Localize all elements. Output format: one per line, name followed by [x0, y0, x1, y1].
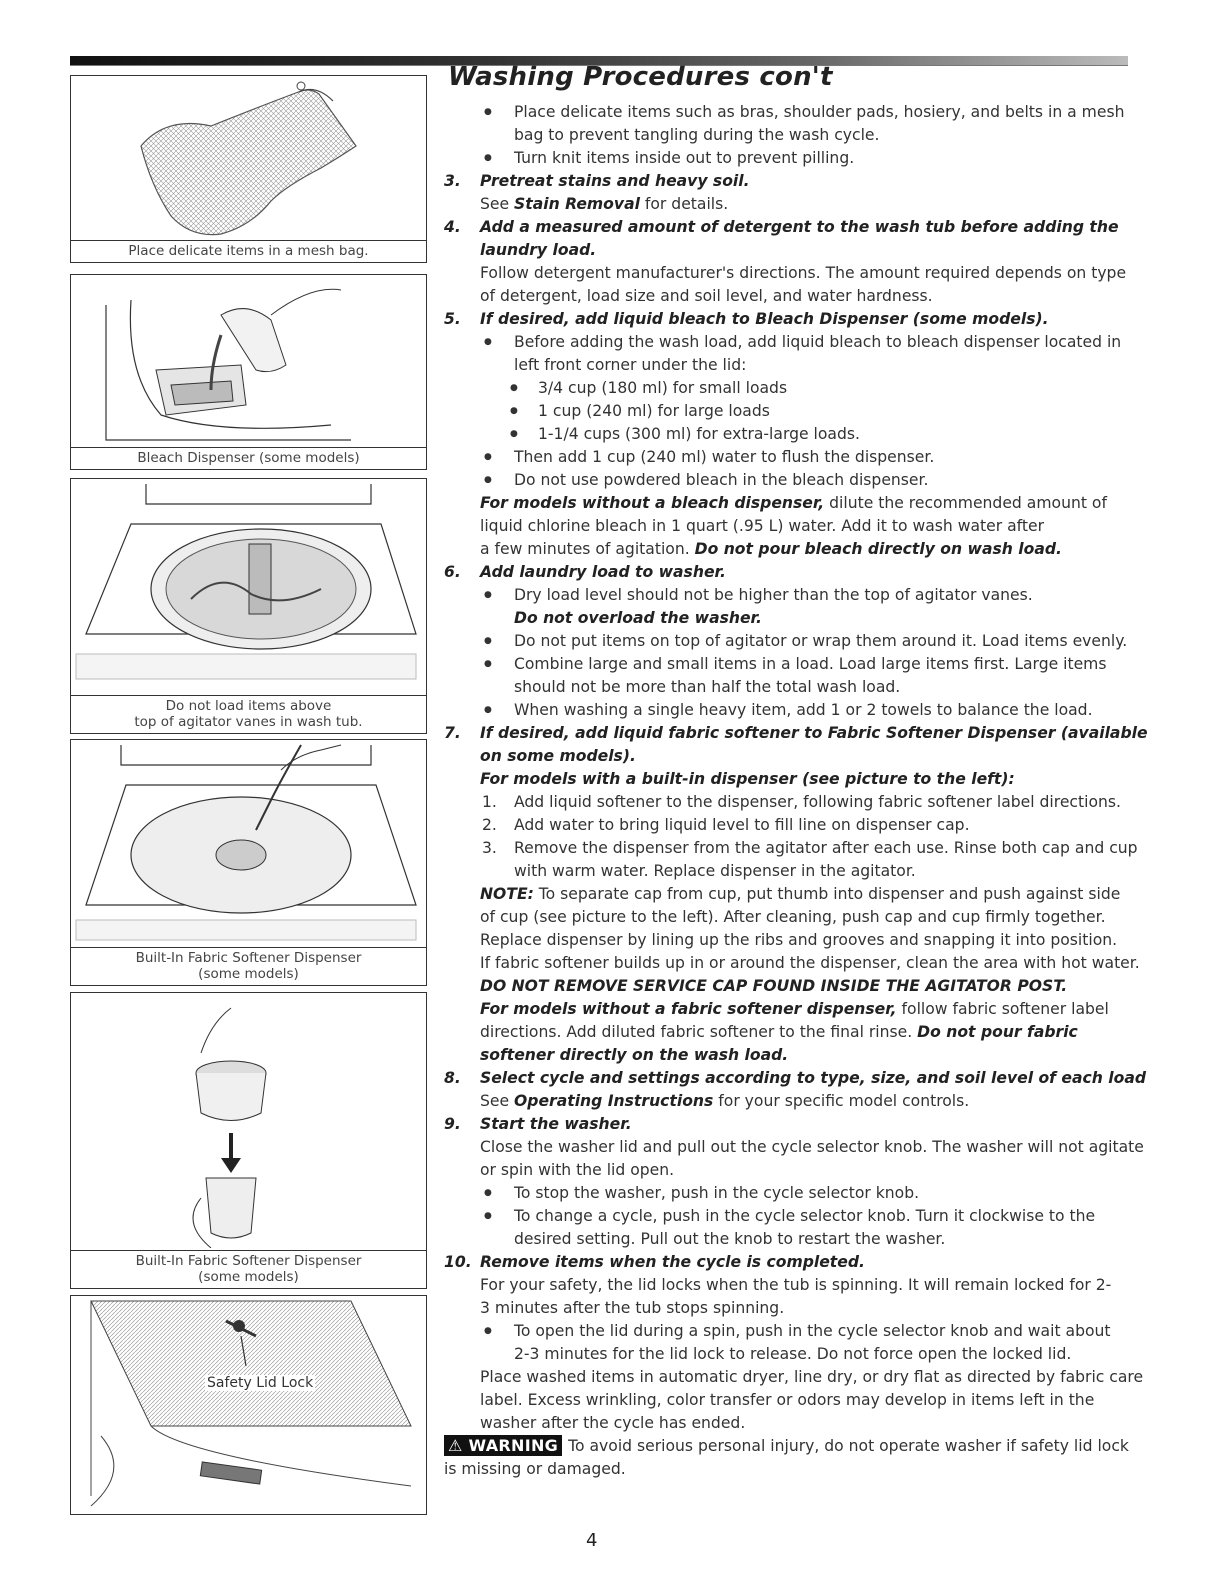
wash-tub-illustration — [71, 479, 426, 694]
bullet-item: ● Dry load level should not be higher than the top of agitator vanes. — [444, 584, 1156, 607]
figure-caption: Built-In Fabric Softener Dispenser (some models) — [71, 947, 426, 985]
text-line: If fabric softener builds up in or around the dispenser, clean the area with hot water. — [480, 954, 1140, 972]
bullet-item: ● 1-1/4 cups (300 ml) for extra-large loads. — [444, 423, 1156, 446]
step-heading-cont: on some models). — [480, 747, 636, 765]
step-heading: 7. If desired, add liquid fabric softener to Fabric Softener Dispenser (available — [444, 724, 1148, 742]
bullet-item: ● Turn knit items inside out to prevent pilling. — [444, 147, 1156, 170]
text-line: left front corner under the lid: — [514, 356, 747, 374]
text-line: 3 minutes after the tub stops spinning. — [480, 1299, 785, 1317]
figure-lid-lock — [70, 1295, 427, 1515]
step-heading: 8. Select cycle and settings according to type, size, and soil level of each load — [444, 1069, 1147, 1087]
bullet-item: ● Then add 1 cup (240 ml) water to flush the dispenser. — [444, 446, 1156, 469]
text-line: or spin with the lid open. — [480, 1161, 675, 1179]
step-heading: 3. Pretreat stains and heavy soil. — [444, 172, 750, 190]
text-line: is missing or damaged. — [444, 1460, 626, 1478]
bullet-item: ● 1 cup (240 ml) for large loads — [444, 400, 1156, 423]
step-heading-cont: softener directly on the wash load. — [480, 1046, 789, 1064]
page-title: Washing Procedures con't — [448, 62, 833, 92]
bullet-item: ● Before adding the wash load, add liquid bleach to bleach dispenser located in — [444, 331, 1156, 354]
text-line: bag to prevent tangling during the wash cycle. — [514, 126, 880, 144]
figure-agitator-load — [70, 478, 427, 734]
bullet-item: ● To change a cycle, push in the cycle selector knob. Turn it clockwise to the — [444, 1205, 1156, 1228]
bullet-icon: ● — [484, 590, 492, 600]
step-heading-cont: laundry load. — [480, 241, 597, 259]
bullet-icon: ● — [484, 659, 492, 669]
bullet-icon: ● — [484, 1211, 492, 1221]
page-number: 4 — [586, 1530, 598, 1551]
step-heading-cont: For models with a built-in dispenser (see picture to the left): — [480, 770, 1015, 788]
step-heading: 10. Remove items when the cycle is completed. — [444, 1253, 865, 1271]
text-line: directions. Add diluted fabric softener to the final rinse. Do not pour fabric — [480, 1023, 1078, 1041]
bullet-icon: ● — [510, 383, 518, 393]
text-line: Place washed items in automatic dryer, line dry, or dry flat as directed by fabric care — [480, 1368, 1144, 1386]
numbered-item: 3. Remove the dispenser from the agitator after each use. Rinse both cap and cup — [482, 839, 1138, 857]
figure-caption: Place delicate items in a mesh bag. — [71, 240, 426, 262]
bullet-icon: ● — [484, 107, 492, 117]
step-heading-cont: DO NOT REMOVE SERVICE CAP FOUND INSIDE THE AGITATOR POST. — [480, 977, 1068, 995]
text-line: For your safety, the lid locks when the tub is spinning. It will remain locked for 2- — [480, 1276, 1112, 1294]
figure-bleach-dispenser — [70, 274, 427, 470]
bullet-icon: ● — [510, 406, 518, 416]
figure-softener-cup — [70, 992, 427, 1289]
figure-caption: Do not load items above top of agitator vanes in wash tub. — [71, 695, 426, 733]
figure-caption: Built-In Fabric Softener Dispenser (some models) — [71, 1250, 426, 1288]
procedure-text — [444, 101, 1156, 1481]
bullet-icon: ● — [484, 452, 492, 462]
bullet-item: ● 3/4 cup (180 ml) for small loads — [444, 377, 1156, 400]
figure-mesh-bag — [70, 75, 427, 263]
emphasis-line: Do not overload the washer. — [514, 609, 762, 627]
softener-cup-illustration — [71, 993, 426, 1248]
lid-lock-illustration — [71, 1296, 426, 1514]
text-line: with warm water. Replace dispenser in the agitator. — [514, 862, 916, 880]
text-line: Follow detergent manufacturer's directions. The amount required depends on type — [480, 264, 1127, 282]
bullet-icon: ● — [484, 636, 492, 646]
text-line: liquid chlorine bleach in 1 quart (.95 L) water. Add it to wash water after — [480, 517, 1044, 535]
step-heading: 9. Start the washer. — [444, 1115, 632, 1133]
numbered-item: 2. Add water to bring liquid level to fill line on dispenser cap. — [482, 816, 970, 834]
text-line: washer after the cycle has ended. — [480, 1414, 746, 1432]
text-line: See Stain Removal for details. — [480, 195, 729, 213]
lid-lock-label: Safety Lid Lock — [207, 1375, 314, 1391]
step-heading: 4. Add a measured amount of detergent to the wash tub before adding the — [444, 218, 1119, 236]
bullet-item: ● To open the lid during a spin, push in the cycle selector knob and wait about — [444, 1320, 1156, 1343]
text-line: of detergent, load size and soil level, and water hardness. — [480, 287, 933, 305]
bullet-item: ● When washing a single heavy item, add 1 or 2 towels to balance the load. — [444, 699, 1156, 722]
bullet-item: ● Do not put items on top of agitator or wrap them around it. Load items evenly. — [444, 630, 1156, 653]
bullet-icon: ● — [484, 1188, 492, 1198]
text-line: Close the washer lid and pull out the cycle selector knob. The washer will not agitate — [480, 1138, 1144, 1156]
bullet-item: ● Place delicate items such as bras, shoulder pads, hosiery, and belts in a mesh — [444, 101, 1156, 124]
text-line: NOTE: To separate cap from cup, put thumb into dispenser and push against side — [480, 885, 1121, 903]
text-line: 2-3 minutes for the lid lock to release. Do not force open the locked lid. — [514, 1345, 1072, 1363]
text-line: desired setting. Pull out the knob to restart the washer. — [514, 1230, 946, 1248]
text-line: For models without a bleach dispenser, dilute the recommended amount of — [480, 494, 1107, 512]
softener-pour-illustration — [71, 740, 426, 945]
text-line: label. Excess wrinkling, color transfer or odors may develop in items left in the — [480, 1391, 1095, 1409]
bullet-icon: ● — [510, 429, 518, 439]
text-line: Replace dispenser by lining up the ribs and grooves and snapping it into position. — [480, 931, 1118, 949]
bleach-dispenser-illustration — [71, 275, 426, 450]
warning-line: ⚠ WARNING To avoid serious personal injury, do not operate washer if safety lid lock — [444, 1435, 1156, 1458]
text-line: a few minutes of agitation. Do not pour bleach directly on wash load. — [480, 540, 1062, 558]
text-line: See Operating Instructions for your specific model controls. — [480, 1092, 970, 1110]
figure-caption: Bleach Dispenser (some models) — [71, 447, 426, 469]
bullet-icon: ● — [484, 337, 492, 347]
bullet-item: ● To stop the washer, push in the cycle selector knob. — [444, 1182, 1156, 1205]
bullet-item: ● Combine large and small items in a load. Load large items first. Large items — [444, 653, 1156, 676]
bullet-icon: ● — [484, 153, 492, 163]
step-heading: 5. If desired, add liquid bleach to Bleach Dispenser (some models). — [444, 310, 1049, 328]
text-line: of cup (see picture to the left). After cleaning, push cap and cup firmly together. — [480, 908, 1106, 926]
numbered-item: 1. Add liquid softener to the dispenser, following fabric softener label directions. — [482, 793, 1121, 811]
figure-softener-pour — [70, 739, 427, 986]
bullet-item: ● Do not use powdered bleach in the bleach dispenser. — [444, 469, 1156, 492]
text-line: should not be more than half the total wash load. — [514, 678, 901, 696]
bullet-icon: ● — [484, 705, 492, 715]
bullet-icon: ● — [484, 475, 492, 485]
step-heading: 6. Add laundry load to washer. — [444, 563, 726, 581]
warning-badge: ⚠ WARNING — [444, 1435, 562, 1456]
text-line: For models without a fabric softener dispenser, follow fabric softener label — [480, 1000, 1109, 1018]
mesh-bag-illustration — [71, 76, 426, 242]
bullet-icon: ● — [484, 1326, 492, 1336]
